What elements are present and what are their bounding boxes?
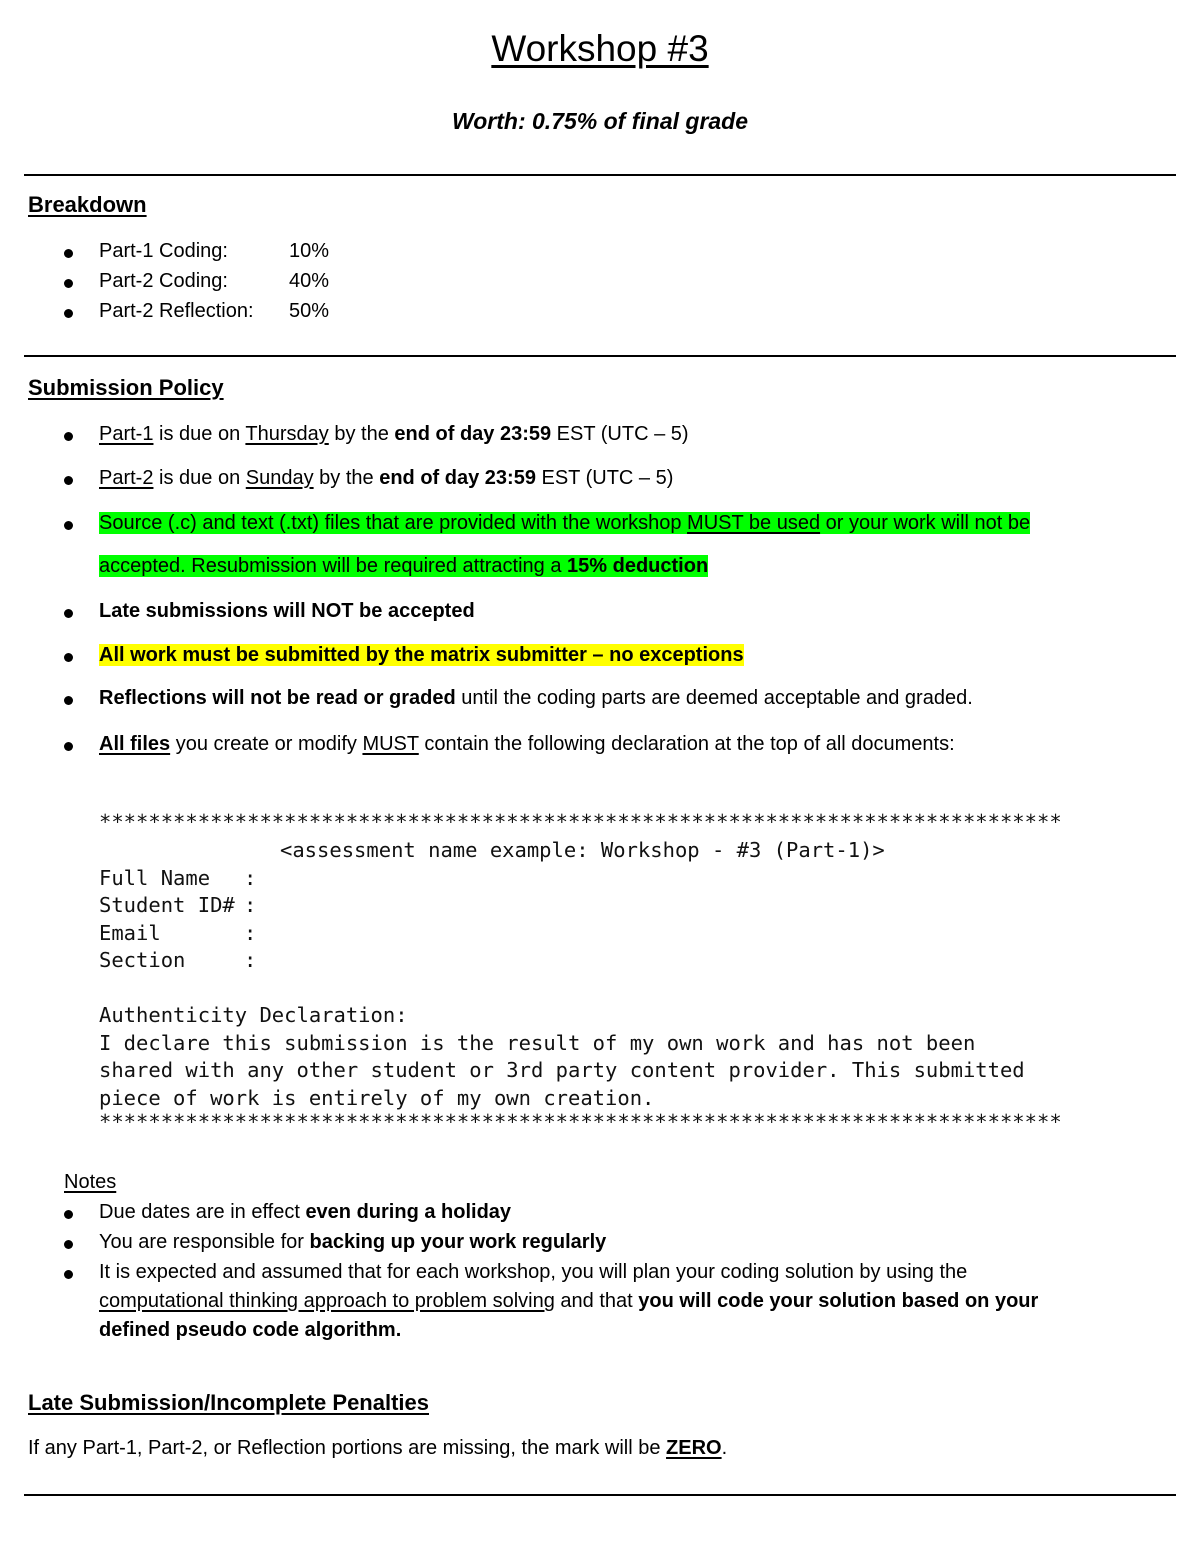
due-time: end of day 23:59 <box>379 467 536 489</box>
text: or your work will not be <box>820 512 1031 534</box>
bullet <box>64 696 73 705</box>
authenticity-line: shared with any other student or 3rd party content provider. This submitted <box>99 1058 1025 1082</box>
due-time: end of day 23:59 <box>394 423 552 445</box>
bullet <box>64 521 73 530</box>
field-sep: : <box>244 866 257 890</box>
field-full-name <box>99 866 256 890</box>
deduction: 15% deduction <box>567 555 709 577</box>
penalties-text <box>28 1437 727 1460</box>
submission-heading: Submission Policy <box>28 375 224 400</box>
text: by the <box>328 423 395 445</box>
text: EST (UTC – 5) <box>551 423 689 445</box>
divider <box>24 355 1176 357</box>
breakdown-value: 50% <box>289 300 330 322</box>
text: is due on <box>153 423 246 445</box>
part-label: Part-2 <box>99 467 154 489</box>
late-submissions: Late submissions will NOT be accepted <box>99 600 475 622</box>
bullet <box>64 742 73 751</box>
assessment-name: <assessment name example: Workshop - #3 (Part-1)> <box>280 838 885 862</box>
text: You are responsible for <box>99 1231 310 1253</box>
divider <box>24 174 1176 176</box>
worth-subtitle: Worth: 0.75% of final grade <box>451 108 749 134</box>
breakdown-item <box>99 300 329 323</box>
breakdown-item <box>99 270 329 293</box>
text: by the <box>313 467 380 489</box>
must-be-used: MUST be used <box>687 512 821 534</box>
field-sep: : <box>244 921 257 945</box>
matrix-submitter <box>99 644 744 667</box>
text: computational thinking approach to problem solving <box>99 1290 555 1312</box>
bullet <box>64 1240 73 1249</box>
all-files-rule <box>99 733 955 756</box>
breakdown-value: 10% <box>289 240 330 262</box>
breakdown-item <box>99 240 329 263</box>
text: backing up your work regularly <box>309 1231 607 1253</box>
green-highlight <box>99 512 1030 534</box>
text: even during a holiday <box>305 1201 512 1223</box>
note-item <box>99 1231 606 1254</box>
breakdown-label: Part-1 Coding: <box>99 240 228 262</box>
note-item-cont <box>99 1290 1038 1313</box>
green-highlight <box>99 555 708 577</box>
yellow-highlight: All work must be submitted by the matrix submitter – no exceptions <box>99 644 744 666</box>
authenticity-label: Authenticity Declaration: <box>99 1003 408 1027</box>
note-item-cont: defined pseudo code algorithm. <box>99 1319 402 1341</box>
part1-due <box>99 423 689 446</box>
text: you will code your solution based on your <box>638 1290 1039 1312</box>
bullet <box>64 1270 73 1279</box>
text: Source (.c) and text (.txt) files that are provided with the workshop <box>99 512 688 534</box>
bullet <box>64 432 73 441</box>
bullet <box>64 1210 73 1219</box>
field-student-id <box>99 893 256 917</box>
text: MUST <box>362 733 419 755</box>
breakdown-label: Part-2 Coding: <box>99 270 228 292</box>
breakdown-label: Part-2 Reflection: <box>99 300 254 322</box>
bullet <box>64 653 73 662</box>
field-label: Student ID# <box>99 893 235 917</box>
text: EST (UTC – 5) <box>535 467 674 489</box>
field-section <box>99 948 256 972</box>
bullet <box>64 476 73 485</box>
part-label: Part-1 <box>99 423 154 445</box>
bullet <box>64 249 73 258</box>
field-sep: : <box>244 893 257 917</box>
text: All files <box>99 733 171 755</box>
due-day: Sunday <box>245 467 314 489</box>
text: contain the following declaration at the top of all documents: <box>418 733 955 755</box>
field-label: Full Name <box>99 866 211 890</box>
bullet <box>64 279 73 288</box>
authenticity-line: piece of work is entirely of my own creation. <box>99 1086 655 1110</box>
reflections-rule <box>99 687 973 710</box>
stars-line: ****************************************************************************** <box>99 1110 1062 1134</box>
breakdown-value: 40% <box>289 270 330 292</box>
note-item: It is expected and assumed that for each workshop, you will plan your coding solution by using the <box>99 1261 968 1283</box>
stars-line: ****************************************************************************** <box>99 810 1062 834</box>
field-sep: : <box>244 948 257 972</box>
page-title: Workshop #3 <box>491 28 709 69</box>
divider <box>24 1494 1176 1496</box>
notes-heading: Notes <box>64 1171 117 1193</box>
source-files-rule-line2 <box>99 555 708 578</box>
breakdown-heading: Breakdown <box>28 192 147 217</box>
text: If any Part-1, Part-2, or Reflection portions are missing, the mark will be <box>28 1437 667 1459</box>
field-label: Section <box>99 948 186 972</box>
field-label: Email <box>99 921 161 945</box>
text: . <box>721 1437 728 1459</box>
text: is due on <box>153 467 246 489</box>
text: until the coding parts are deemed acceptable and graded. <box>455 687 973 709</box>
authenticity-line: I declare this submission is the result of my own work and has not been <box>99 1031 976 1055</box>
zero-mark: ZERO <box>666 1437 722 1459</box>
bullet <box>64 609 73 618</box>
field-email <box>99 921 256 945</box>
part2-due <box>99 467 673 490</box>
text: you create or modify <box>170 733 363 755</box>
source-files-rule-line1 <box>99 512 1030 535</box>
note-item <box>99 1201 511 1224</box>
text: accepted. Resubmission will be required attracting a <box>99 555 568 577</box>
penalties-heading: Late Submission/Incomplete Penalties <box>28 1390 429 1415</box>
text: Reflections will not be read or graded <box>99 687 456 709</box>
bullet <box>64 309 73 318</box>
due-day: Thursday <box>245 423 329 445</box>
text: and that <box>554 1290 639 1312</box>
text: Due dates are in effect <box>99 1201 306 1223</box>
